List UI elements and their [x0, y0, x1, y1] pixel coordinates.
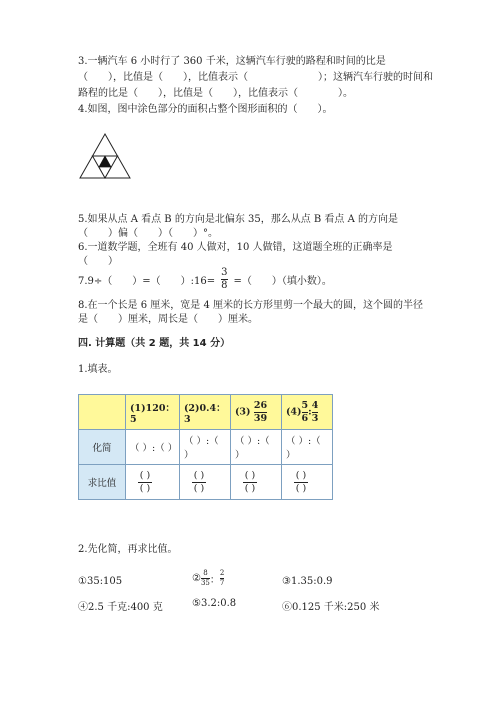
calc2-item-2 [192, 570, 224, 587]
q6-line2: （ ） [78, 256, 118, 267]
q4-line1: 4.如图，图中涂色部分的面积占整个图形面积的（ ）。 [78, 104, 333, 115]
col4-b-den: 3 [311, 412, 319, 424]
simplify-cell-3[interactable]: （ ）:（ ） [230, 430, 281, 465]
q3-line2: （ ），比值是（ ），比值表示（ ）；这辆汽车行驶的时间和 [78, 72, 433, 83]
q7-part1: 7.9÷（ ）=（ ）:16= [78, 276, 216, 287]
calc2-item-4: ④2.5 千克:400 克 [78, 602, 163, 613]
simplify-cell-4[interactable]: （ ）:（ ） [281, 430, 332, 465]
item2-frac-b: $\frac{2}{7}$ [219, 569, 225, 587]
q5-line2: （ ）偏（ ）（ ）°。 [78, 228, 218, 239]
calc2-item-3: ③1.35:0.9 [282, 576, 333, 587]
table-corner-cell [79, 395, 126, 430]
shaded-triangle-figure [78, 132, 132, 182]
col3-den: 39 [253, 412, 268, 424]
q3-line1: 3.一辆汽车 6 小时行了 360 千米，这辆汽车行驶的路程和时间的比是 [78, 56, 386, 67]
simplify-cell-1[interactable]: （ ）:（ ） [126, 430, 180, 465]
col3-label: (3) [234, 406, 251, 418]
ratio-cell-1[interactable]: ( ) ( ) [126, 465, 180, 500]
col4-label: (4) [285, 406, 302, 418]
table-header-col1: (1)120：5 [126, 395, 180, 430]
item2-sep: ： [209, 575, 220, 586]
fill-table [78, 394, 333, 500]
calc2-item-1: ①35:105 [78, 576, 123, 587]
q7-frac-den: 8 [221, 280, 228, 291]
row-label-ratio: 求比值 [79, 465, 126, 500]
calc2-title: 2.先化简，再求比值。 [78, 544, 178, 555]
q8-line2: 是（ ）厘米，周长是（ ）厘米。 [78, 314, 258, 325]
q7-frac-num: 3 [221, 267, 228, 278]
col4-sep: : [308, 406, 312, 418]
q5-line1: 5.如果从点 A 看点 B 的方向是北偏东 35，那么从点 B 看点 A 的方向是 [78, 214, 399, 225]
q7-part2: =（ ）（填小数）。 [233, 276, 332, 287]
col3-fraction [254, 401, 267, 423]
table-header-col4 [281, 395, 332, 430]
col4-a-num: 5 [301, 400, 309, 411]
simplify-cell-2[interactable]: （ ）:（ ） [179, 430, 230, 465]
col4-frac-b [312, 401, 319, 423]
q6-line1: 6.一道数学题，全班有 40 人做对，10 人做错，这道题全班的正确率是 [78, 242, 393, 253]
calc1-title: 1.填表。 [78, 364, 118, 375]
section-heading: 四. 计算题（共 2 题，共 14 分） [78, 338, 231, 349]
calc2-item-6: ⑥0.125 千米:250 米 [282, 602, 380, 613]
calc2-item-5: ⑤3.2:0.8 [192, 598, 237, 609]
table-header-col2: (2)0.4：3 [179, 395, 230, 430]
ratio-cell-2[interactable]: ( ) ( ) [179, 465, 230, 500]
col4-b-num: 4 [311, 400, 319, 411]
row-label-simplify: 化简 [79, 430, 126, 465]
item2-frac-a: $\frac{8}{35}$ [200, 569, 210, 587]
col3-num: 26 [253, 400, 268, 411]
q8-line1: 8.在一个长是 6 厘米，宽是 4 厘米的长方形里剪一个最大的圆，这个圆的半径 [78, 300, 423, 311]
ratio-cell-3[interactable]: ( ) ( ) [230, 465, 281, 500]
q7 [78, 268, 332, 291]
q7-fraction [221, 268, 227, 291]
col4-a-den: 6 [301, 412, 309, 424]
ratio-cell-4[interactable]: ( ) ( ) [281, 465, 332, 500]
item2-label: ② [192, 573, 201, 584]
table-header-col3 [230, 395, 281, 430]
q3-line3: 路程的比是（ ），比值是（ ），比值表示（ ）。 [78, 88, 353, 99]
